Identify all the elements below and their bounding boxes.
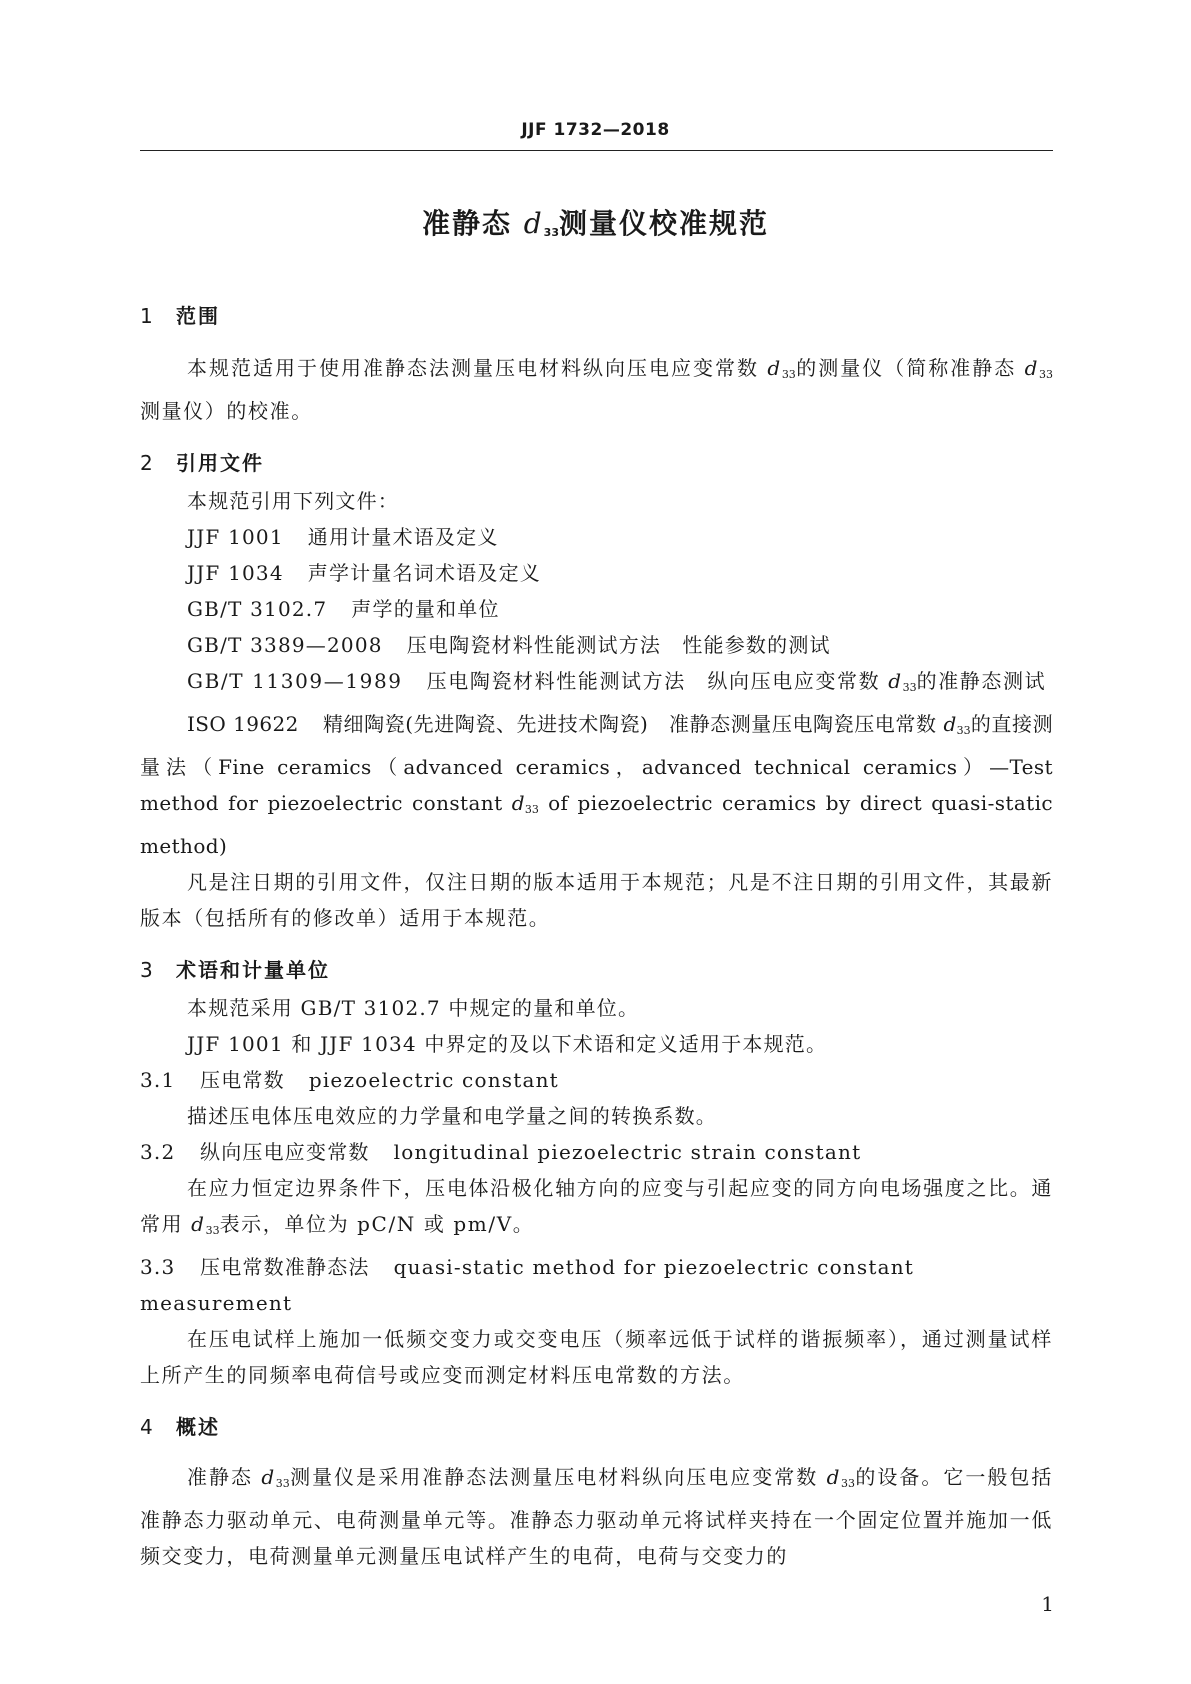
- title-text-pre: 准静态: [421, 207, 524, 240]
- reference-item: JJF 1034 声学计量名词术语及定义: [187, 561, 541, 585]
- reference-item: GB/T 3102.7 声学的量和单位: [187, 597, 500, 621]
- term-heading: 3.2 纵向压电应变常数 longitudinal piezoelectric strain constant: [140, 1140, 862, 1164]
- title-symbol: d: [523, 207, 544, 240]
- document-title: [140, 202, 1051, 242]
- title-text-post: 测量仪校准规范: [558, 207, 769, 240]
- term-heading: 3.1 压电常数 piezoelectric constant: [140, 1068, 559, 1092]
- term-definition: 在压电试样上施加一低频交变力或交变电压（频率远低于试样的谐振频率），通过测量试样上所产生的同频率电荷信号或应变而测定材料压电常数的方法。: [140, 1327, 1053, 1387]
- paragraph: 本规范采用 GB/T 3102.7 中规定的量和单位。: [187, 996, 640, 1020]
- paragraph: JJF 1001 和 JJF 1034 中界定的及以下术语和定义适用于本规范。: [187, 1032, 828, 1056]
- section-heading: 3 术语和计量单位: [140, 958, 330, 982]
- term-definition: 在应力恒定边界条件下，压电体沿极化轴方向的应变与引起应变的同方向电场强度之比。通常用 $d_{33}$表示，单位为 pC/N 或 pm/V。: [140, 1176, 1053, 1237]
- reference-item: GB/T 3389—2008 压电陶瓷材料性能测试方法 性能参数的测试: [187, 633, 831, 657]
- term-heading: 3.3 压电常数准静态法 quasi-static method for piezoelectric constant measurement: [140, 1255, 915, 1315]
- reference-item: ISO 19622 精细陶瓷(先进陶瓷、先进技术陶瓷) 准静态测量压电陶瓷压电常数 $d_{33}$的直接测量法（Fine ceramics（advanced ceramics，advanced technical ceramics）—Test method for piezoelectric constant $d_{33}$ of piezoelectric ceramics by direct quasi-static method): [140, 712, 1053, 858]
- title-subscript: 33: [543, 226, 559, 239]
- paragraph: 凡是注日期的引用文件，仅注日期的版本适用于本规范；凡是不注日期的引用文件，其最新版本（包括所有的修改单）适用于本规范。: [140, 870, 1053, 930]
- term-definition: 描述压电体压电效应的力学量和电学量之间的转换系数。: [187, 1104, 717, 1128]
- section-heading: 1 范围: [140, 304, 220, 328]
- paragraph: 本规范引用下列文件：: [187, 489, 399, 513]
- paragraph: 准静态 $d_{33}$测量仪是采用准静态法测量压电材料纵向压电应变常数 $d_{33}$的设备。它一般包括准静态力驱动单元、电荷测量单元等。准静态力驱动单元将试样夹持在一个固定位置并施加一低频交变力，电荷测量单元测量压电试样产生的电荷，电荷与交变力的: [140, 1465, 1053, 1568]
- paragraph: 本规范适用于使用准静态法测量压电材料纵向压电应变常数 $d_{33}$的测量仪（简称准静态 $d_{33}$测量仪）的校准。: [140, 356, 1053, 423]
- document-body: [140, 296, 1053, 1574]
- section-heading: 4 概述: [140, 1415, 220, 1439]
- page-number: 1: [1041, 1592, 1054, 1616]
- reference-item: JJF 1001 通用计量术语及定义: [187, 525, 499, 549]
- header-rule: [140, 150, 1053, 151]
- standard-code-header: JJF 1732—2018: [521, 120, 670, 140]
- reference-item: GB/T 11309—1989 压电陶瓷材料性能测试方法 纵向压电应变常数 $d_{33}$的准静态测试: [187, 669, 1047, 694]
- section-heading: 2 引用文件: [140, 451, 264, 475]
